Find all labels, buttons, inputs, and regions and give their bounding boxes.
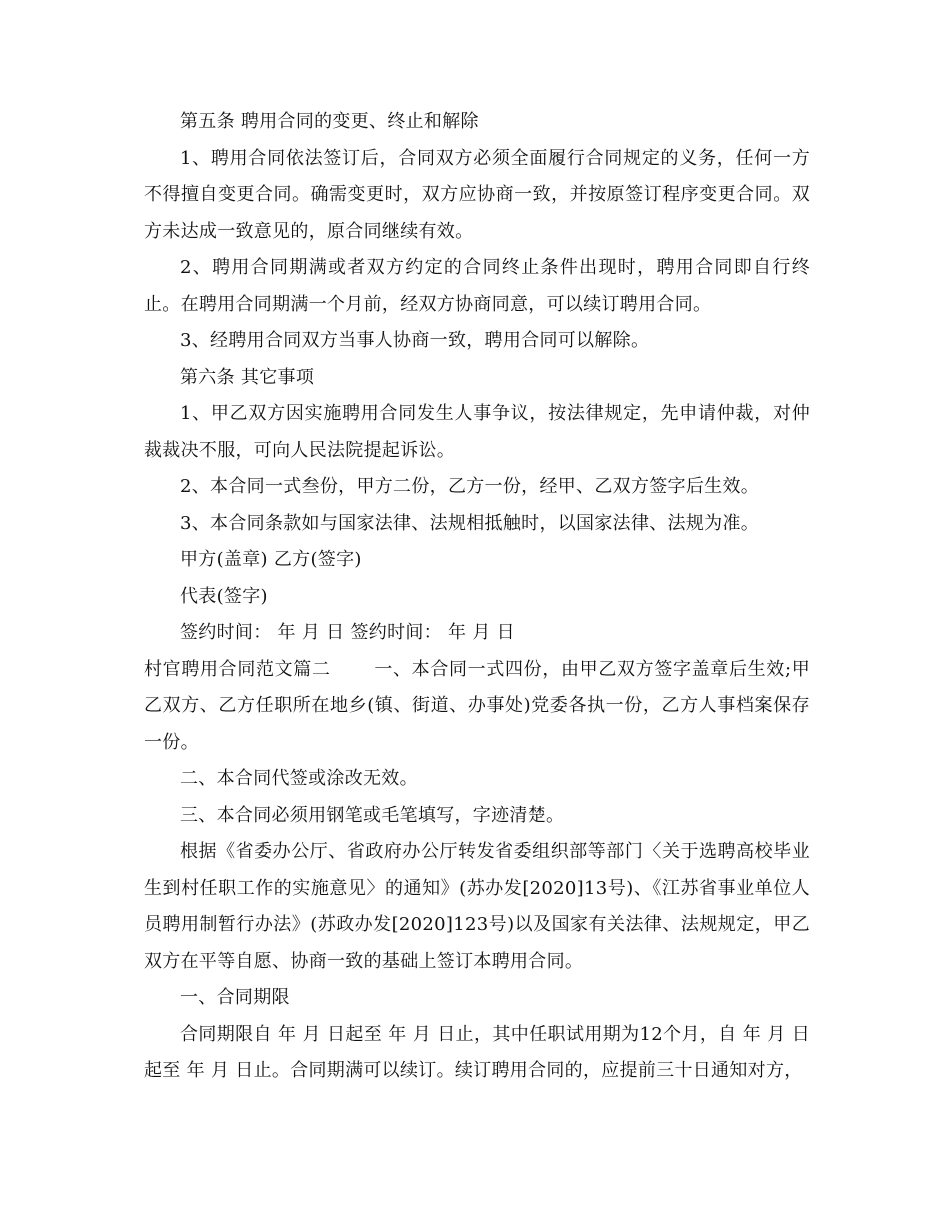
article-6-clause-2: 2、本合同一式叁份，甲方二份，乙方一份，经甲、乙双方签字后生效。 [180,476,760,497]
article-6-heading: 第六条 其它事项 [180,366,315,388]
document-page [144,104,810,1090]
article-5-clause-1: 1、聘用合同依法签订后，合同双方必须全面履行合同规定的义务，任何一方不得擅自变更合同。确需变更时，双方应协商一致，并按原签订程序变更合同。双方未达成一致意见的，原合同继续有效。 [144,147,810,242]
contract-term-heading: 一、合同期限 [180,987,290,1008]
signing-date-line: 签约时间： 年 月 日 签约时间： 年 月 日 [180,622,515,643]
sample-two-clause-3: 三、本合同必须用钢笔或毛笔填写，字迹清楚。 [180,804,565,826]
article-5-clause-3: 3、经聘用合同双方当事人协商一致，聘用合同可以解除。 [180,330,650,351]
signature-parties-line: 甲方(盖章) 乙方(签字) [180,549,362,570]
article-6-clause-3: 3、本合同条款如与国家法律、法规相抵触时，以国家法律、法规为准。 [180,512,760,534]
article-6-clause-1: 1、甲乙双方因实施聘用合同发生人事争议，按法律规定，先申请仲裁，对仲裁裁决不服，可向人民法院提起诉讼。 [144,403,810,461]
contract-term-paragraph: 合同期限自 年 月 日起至 年 月 日止，其中任职试用期为12个月，自 年 月 日起至 年 月 日止。合同期满可以续订。续订聘用合同的，应提前三十日通知对方， [144,1023,810,1081]
article-5-heading: 第五条 聘用合同的变更、终止和解除 [180,111,479,132]
sample-two-first-clause: 村官聘用合同范文篇二 一、本合同一式四份，由甲乙双方签字盖章后生效;甲乙双方、乙方任职所在地乡(镇、街道、办事处)党委各执一份，乙方人事档案保存一份。 [144,658,810,753]
preamble-paragraph: 根据《省委办公厅、省政府办公厅转发省委组织部等部门〈关于选聘高校毕业生到村任职工作的实施意见〉的通知》(苏办发[2020]13号)、《江苏省事业单位人员聘用制暂行办法》(苏政办发[2020]123号)以及国家有关法律、法规规定，甲乙双方在平等自愿、协商一致的基础上签订本聘用合同。 [144,841,810,972]
article-5-clause-2: 2、聘用合同期满或者双方约定的合同终止条件出现时，聘用合同即自行终止。在聘用合同期满一个月前，经双方协商同意，可以续订聘用合同。 [144,257,810,315]
sample-two-clause-2: 二、本合同代签或涂改无效。 [180,768,418,789]
representative-line: 代表(签字) [180,585,268,607]
